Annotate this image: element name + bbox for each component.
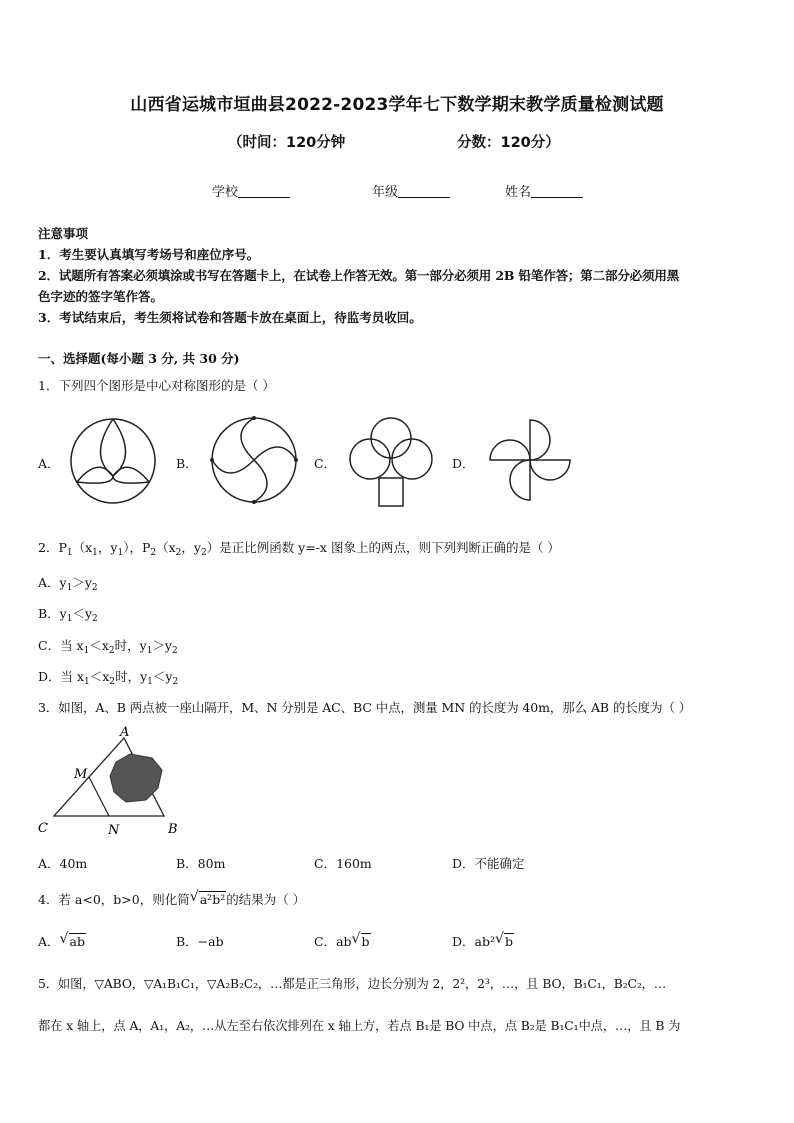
q2-option-b[interactable]: B．$y_1<y_2$ — [38, 606, 98, 624]
q2-stem: 2．$P_1(x_1$，$y_1$），$P_2(x_2$，$y_2$）是正比例函数 y=-x 图象上的两点，则下列判断正确的是（ ） — [38, 540, 560, 558]
q5-stem-line1: 5．如图，▽ABO，▽A₁B₁C₁，▽A₂B₂C₂，…都是正三角形，边长分别为 2，2²，2³，…，且 BO，B₁C₁，B₂C₂，… — [38, 977, 667, 991]
q2-option-d[interactable]: D．当 $x_1<x_2$时，$y_1<y_2$ — [38, 669, 179, 687]
q3-label-a: A — [120, 726, 130, 740]
q3-label-n: N — [108, 823, 120, 838]
q1-stem: 1．下列四个图形是中心对称图形的是（ ） — [38, 378, 275, 393]
name-field[interactable] — [505, 181, 583, 200]
q1-figure-a — [68, 416, 158, 506]
grade-field[interactable] — [372, 181, 450, 200]
notes-heading: 注意事项 — [38, 226, 89, 241]
q3-label-b: B — [168, 822, 178, 837]
school-label: 学校 — [212, 185, 239, 200]
q1-option-d[interactable]: D． — [452, 456, 475, 471]
q1-option-c[interactable]: C． — [314, 456, 337, 471]
q1-option-b[interactable]: B． — [176, 456, 198, 471]
notes-item-2b: 色字迹的签字笔作答。 — [38, 289, 164, 304]
notes-item-1: 1．考生要认真填写考场号和座位序号。 — [38, 247, 260, 262]
q4-option-d[interactable]: D．ab²√ b — [452, 932, 514, 950]
exam-score: 分数：120分） — [457, 135, 560, 151]
q3-option-a[interactable]: A．40m — [38, 856, 88, 871]
page-title: 山西省运城市垣曲县2022-2023学年七下数学期末教学质量检测试题 — [130, 95, 664, 115]
q1-figure-b — [208, 414, 300, 506]
q3-option-b[interactable]: B．80m — [176, 856, 226, 871]
q4-stem: 4．若 a<0，b>0，则化简√ a²b²的结果为（ ） — [38, 890, 305, 908]
q4-option-b[interactable]: B．−ab — [176, 934, 224, 949]
notes-item-3: 3．考试结束后，考生须将试卷和答题卡放在桌面上，待监考员收回。 — [38, 310, 422, 325]
q3-figure-triangle — [34, 726, 194, 840]
section1-heading: 一、选择题(每小题 3 分, 共 30 分) — [38, 351, 240, 366]
q3-label-c: C — [38, 821, 48, 836]
name-label: 姓名 — [505, 185, 532, 200]
q3-option-c[interactable]: C．160m — [314, 856, 372, 871]
q2-option-c[interactable]: C．当 $x_1<x_2$时，$y_1>y_2$ — [38, 638, 178, 656]
q5-stem-line2: 都在 x 轴上，点 A，A₁，A₂，…从左至右依次排列在 x 轴上方，若点 B₁是 BO 中点，点 B₂是 B₁C₁中点，…，且 B 为 — [38, 1019, 681, 1033]
grade-label: 年级 — [372, 185, 399, 200]
q3-label-m: M — [74, 767, 88, 782]
q3-option-d[interactable]: D．不能确定 — [452, 856, 525, 871]
q1-figure-c — [346, 414, 436, 508]
q4-option-c[interactable]: C．ab√ b — [314, 932, 371, 950]
school-field[interactable] — [212, 181, 290, 200]
q1-option-a[interactable]: A． — [38, 456, 60, 471]
q4-option-a[interactable]: A．√ ab — [38, 932, 86, 950]
q1-figure-d — [486, 416, 574, 504]
exam-time: （时间：120分钟 — [228, 135, 346, 151]
q3-stem: 3．如图，A、B 两点被一座山隔开，M、N 分别是 AC、BC 中点，测量 MN 的长度为 40m，那么 AB 的长度为（ ） — [38, 700, 692, 715]
q2-option-a[interactable]: A．$y_1>y_2$ — [38, 575, 98, 593]
notes-item-2a: 2．试题所有答案必须填涂或书写在答题卡上，在试卷上作答无效。第一部分必须用 2B 铅笔作答；第二部分必须用黑 — [38, 268, 680, 283]
